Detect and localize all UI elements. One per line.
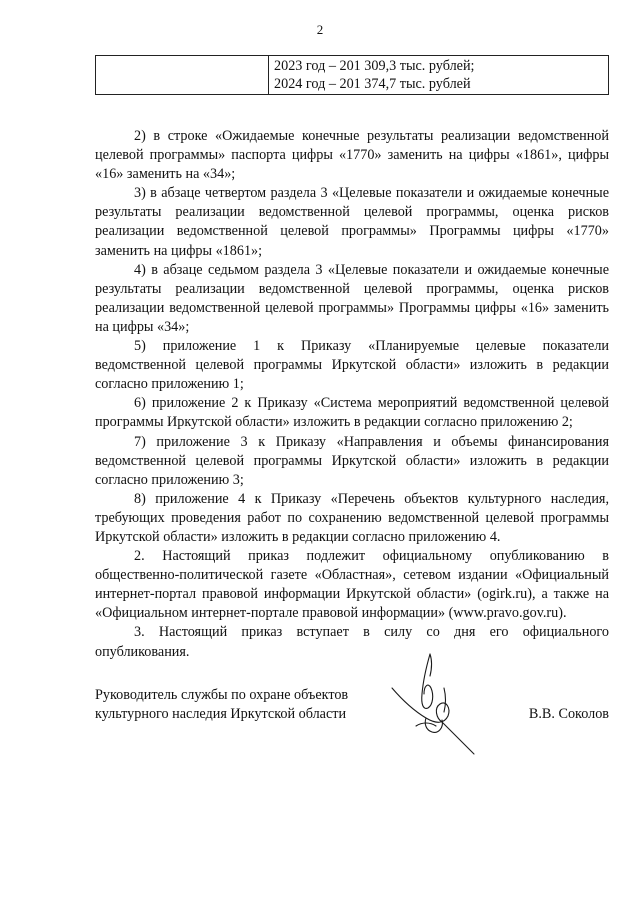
page-number: 2 [316,22,324,37]
table-cell-empty [96,56,269,95]
table-row [96,56,609,95]
paragraph-entry-into-force: 3. Настоящий приказ вступает в силу со дня его официального опубликования. [95,624,609,660]
handwritten-signature-icon [386,648,486,760]
paragraph-item-3: 3) в абзаце четвертом раздела 3 «Целевые показатели и ожидаемые конечные результаты реализации ведомственной целевой программы, оценка рисков реализации ведомственной целевой программы» Программы цифры «1770» заменить на цифры «1861»; [95,185,609,259]
paragraph-item-4: 4) в абзаце седьмом раздела 3 «Целевые показатели и ожидаемые конечные результаты реализации ведомственной целевой программы, оценка рисков реализации ведомственной целевой программы» Программы цифры «16» заменить на цифры «34»; [95,261,609,335]
paragraph-item-2: 2) в строке «Ожидаемые конечные результаты реализации ведомственной целевой программы» паспорта цифры «1770» заменить на цифры «1861», цифры «16» заменить на «34»; [95,128,609,183]
signatory-title [95,686,395,724]
paragraph-item-8: 8) приложение 4 к Приказу «Перечень объектов культурного наследия, требующих проведения работ по сохранению ведомственной целевой программы Иркутской области» изложить в редакции согласно приложению 4. [95,490,609,545]
paragraph-publication: 2. Настоящий приказ подлежит официальному опубликованию в общественно-политической газете «Областная», сетевом издании «Официальный интернет-портал правовой информации Иркутской области» (ogirk.ru), а также на «Официальном интернет-портале правовой информации» (www.pravo.gov.ru). [95,548,609,622]
continued-table [95,55,609,95]
document-body [95,127,609,662]
paragraph-item-5: 5) приложение 1 к Приказу «Планируемые целевые показатели ведомственной целевой программы Иркутской области» изложить в редакции согласно приложению 1; [95,338,609,393]
paragraph-item-7: 7) приложение 3 к Приказу «Направления и объемы финансирования ведомственной целевой программы Иркутской области» изложить в редакции согласно приложению 3; [95,433,609,488]
funding-line-2024: 2024 год – 201 374,7 тыс. рублей [274,76,471,92]
table-cell-funding [269,56,609,95]
signatory-title-line-1: Руководитель службы по охране объектов [95,687,349,703]
paragraph-item-6: 6) приложение 2 к Приказу «Система мероприятий ведомственной целевой программы Иркутской области» изложить в редакции согласно приложению 2; [95,395,609,431]
signatory-name: В.В. Соколов [528,706,609,722]
funding-line-2023: 2023 год – 201 309,3 тыс. рублей; [274,58,475,74]
signatory-title-line-2: культурного наследия Иркутской области [95,706,347,723]
